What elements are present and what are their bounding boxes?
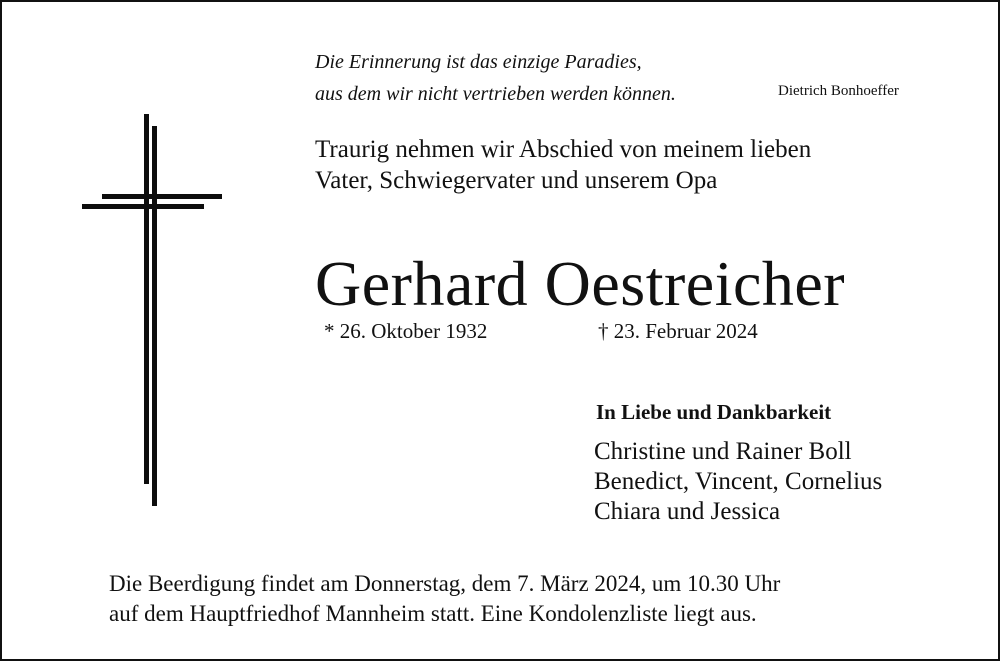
epigraph-quote xyxy=(315,46,755,110)
intro-line: Vater, Schwiegervater und unserem Opa xyxy=(315,167,718,194)
quote-line: Die Erinnerung ist das einzige Paradies, xyxy=(315,51,642,73)
mourner-name: Chiara und Jessica xyxy=(594,498,781,525)
quote-line: aus dem wir nicht vertrieben werden können. xyxy=(315,83,676,105)
birth-date: * 26. Oktober 1932 xyxy=(324,319,488,343)
deceased-name: Gerhard Oestreicher xyxy=(315,248,846,319)
mourners-greeting: In Liebe und Dankbarkeit xyxy=(596,400,832,424)
funeral-line: Die Beerdigung findet am Donnerstag, dem 7. März 2024, um 10.30 Uhr xyxy=(109,571,781,596)
intro-line: Traurig nehmen wir Abschied von meinem lieben xyxy=(315,136,812,163)
funeral-info xyxy=(109,569,969,629)
mourner-name: Christine und Rainer Boll xyxy=(594,438,852,465)
quote-author: Dietrich Bonhoeffer xyxy=(778,83,899,99)
mourners-list xyxy=(594,437,984,527)
death-date: † 23. Februar 2024 xyxy=(598,319,758,343)
cross-icon xyxy=(82,114,227,506)
mourner-name: Benedict, Vincent, Cornelius xyxy=(594,468,883,495)
funeral-line: auf dem Hauptfriedhof Mannheim statt. Eine Kondolenzliste liegt aus. xyxy=(109,601,757,626)
intro-text xyxy=(315,134,955,196)
